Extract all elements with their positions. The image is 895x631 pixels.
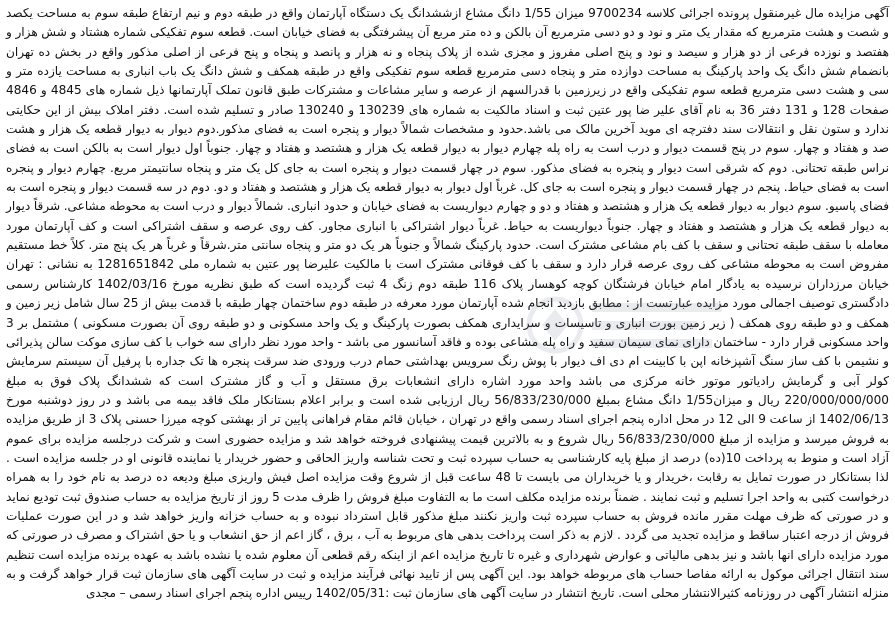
auction-notice-text: آگهی مزایده مال غیرمنقول پرونده اجرائی کلاسه 9700234 میزان 1/55 دانگ مشاع ازششدانگ یک دستگاه آپارتمان واقع در طبقه دوم و نیم ارتفاع طبقه سوم به مساحت یکصد و شصت و هشت مترمربع که مقدار یک متر و نود و دو دسی مترمربع آن بالکن و ده متر مربع آن پیشرفتگی به فضای خیابان است. قطعه سوم تفکیکی شماره هشتاد و شش هزار و هفتصد و نوزده فرعی از دو هزار و سیصد و نود و پنج اصلی مفروز و مجزی شده از پلاک پنجاه و نه هزار و پانصد و پنجاه و پنج فرعی از اصلی مذکور واقع در بخش ده تهران بانضمام شش دانگ یک واحد پارکینگ به مساحت دوازده متر و پنجاه دسی مترمربع قطعه سوم تفکیکی واقع در طبقه همکف و شش دانگ یک باب انباری به مساحت یازده متر و سی و هشت دسی مترمربع قطعه سوم تفکیکی واقع در زیرزمین با قدرالسهم از عرصه و سایر مشاعات و مشترکات طبق قانون تملک آپارتمانها ذیل شماره های 4845 و 4846 صفحات 128 و 131 دفتر 36 به نام آقای علیر ضا پور عتین ثبت و اسناد مالکیت به شماره های 130239 و 130240 صادر و تسلیم شده است. دفتر املاک بیش از این حکایتی ندارد و ستون نقل و انتقالات سند دفترچه ای موید آخرین مالک می باشد.حدود و مشخصات شمالاً دیوار و پنجره است به فضای مذکور.دوم دیوار به دیوار قطعه یک هزار و هشت صد و هفتاد و چهار. سوم در پنج قسمت دیوار و درب است به راه پله چهارم دیوار به دیوار قطعه یک هزار و هشتصد و هفتاد و چهار. جنوباً اول دیوار است به بالکن است به فضای نراس طبقه تحتانی. دوم که شرقی است دیوار و پنجره به فضای مذکور. سوم در چهار قسمت دیوار و پنجره است به جای کل یک متر و پنجاه سانتیمتر مربع. چهارم دیوار و پنجره است به فضای حیاط. پنجم در چهار قسمت دیوار و پنجره است به جای کل. غرباً اول دیوار به دیوار قطعه یک هزار و هشتصد و هفتاد و دو. دوم در سه قسمت دیوار و پنجره است به فضای پاسیو. سوم دیوار به دیوار قطعه یک هزار و هشتصد و هفتاد و دو و چهارم دیواریست به فضای خیابان و حدود انباری. شمالاً دیوار و درب است به محوطه مشاعی. شرقاً دیوار به دیوار قطعه یک هزار و هشتصد و هفتاد و چهار. جنوباً دیواریست به حیاط. غرباً دیوار اشتراکی با انباری مجاور. کف روی عرصه و سقف اشتراکی است و کف آپارتمان مورد معامله با سقف طبقه تحتانی و سقف با کف بام مشاعی مشترک است. حدود پارکینگ شمالاً و جنوباً هر یک دو متر و پنجاه سانتی متر.شرقاً و غرباً هر یک پنج متر. کلاً خط مستقیم مفروض است به محوطه مشاعی کف روی عرصه قرار دارد و سقف با کف فوقانی مشترک است با مالکیت علیرضا پور عتین به شماره ملی 1281651842 به نشانی : تهران خیابان مرزداران نرسیده به یادگار امام خیابان فرشتگان کوچه کوهسار پلاک 116 طبقه دوم زنگ 4 ثبت گردیده است که طبق نظریه مورخ 1402/03/16 کارشناس رسمی دادگستری توصیف اجمالی مورد مزایده عبارتست از : مطابق بازدید انجام شده آپارتمان مورد معرفه در طبقه دوم ساختمان چهار طبقه با قدمت بیش از 25 سال شامل زیر زمین و همکف و دو طبقه روی همکف ( زیر زمین بورت انباری و تاسیسات و سرایداری همکف بصورت پارکینگ و یک واحد مسکونی و دو طبقه روی آن بصورت مسکونی ) مشتمل بر 3 واحد مسکونی قرار دارد - ساختمان دارای نمای سیمان سفید و راه پله مشاعی بوده و فاقد آسانسور می باشد - واحد مورد نظر دارای سه خواب با کف سازی موکت سالن پذیرائی و نشیمن با کف ساز سنگ آشپزخانه اپن با کابینت ام دی اف دیوار با پوش رنگ سرویس بهداشتی حمام درب ورودی ضد سرقت پنجره ها تک جداره با پرفیل آن سیستم سرمایش کولر آبی و گرمایش رادیاتور موتور خانه مرکزی می باشد واحد مورد اشاره دارای انشعابات برق مستقل و آب و گاز مشترک است که ششدانگ پلاک فوق به مبلغ 220/000/000/000 ریال و میزان1/55 دانگ مشاع بمبلغ 56/833/230/000 ریال ارزیابی شده است و برابر اعلام بستانکار ملک فاقد بیمه می باشد و در روز دوشنبه مورخ 1402/06/13 از ساعت 9 الی 12 در محل اداره پنجم اجرای اسناد رسمی واقع در تهران ، خیابان قائم مقام فراهانی پایین تر از بهشتی کوچه میرزا حسنی پلاک 3 از طریق مزایده به فروش میرسد و مزایده از مبلغ 56/833/230/000 ریال شروع و به بالاترین قیمت پیشنهادی فروخته خواهد شد و مزایده حضوری است و شرکت درجلسه مزایده برای عموم آزاد است و منوط به پرداخت 10(ده) درصد از مبلغ پایه کارشناسی به حساب سپرده ثبت و تحت شناسه واریز الحاقی و حضور خریدار یا نماینده قانونی او در جلسه مزایده است . لذا بستانکار در صورت تمایل به رقابت ،خریدار و یا خریداران می بایست تا 48 ساعت قبل از شروع وقت مزایده اصل فیش واریزی مبلغ ودیعه ده درصد به نام خود را به همراه درخواست کتبی به واحد اجرا تسلیم و ثبت نمایند . ضمناً برنده مزایده مکلف است ما به التفاوت مبلغ فروش را ظرف مدت 5 روز از تاریخ مزایده به حساب صندوق ثبت تودیع نماید و در صورتی که ظرف مهلت مقرر مانده فروش به حساب سپرده ثبت واریز نکنند مبلغ مذکور قابل استرداد نبوده و به حساب خزانه واریز خواهد شد و در این صورت عملیات فروش از درجه اعتبار ساقط و مزایده تجدید می گردد . لازم به ذکر است پرداخت بدهی های مربوط به آب ، برق ، گاز اعم از حق انشعاب و یا حق اشتراک و مصرف در صورتی که مورد مزایده دارای انها باشد و نیز بدهی مالیاتی و عوارض شهرداری و غیره تا تاریخ مزایده اعم از اینکه رقم قطعی آن معلوم شده یا نشده باشد به عهده برنده مزایده است تنظیم سند انتقال اجرائی موکول به ارائه مفاصا حساب های مربوطه خواهد بود. این آگهی پس از تایید نهائی فرآیند مزایده و ثبت در سایت آگهی های سازمان ثبت قرار خواهد گرفت و به منزله انتشار آگهی در روزنامه کثیرالانتشار محلی است. تاریخ انتشار در سایت آگهی های سازمان ثبت :1402/05/31 رییس اداره پنجم اجرای اسناد رسمی – مجدی <box>6 6 890 601</box>
